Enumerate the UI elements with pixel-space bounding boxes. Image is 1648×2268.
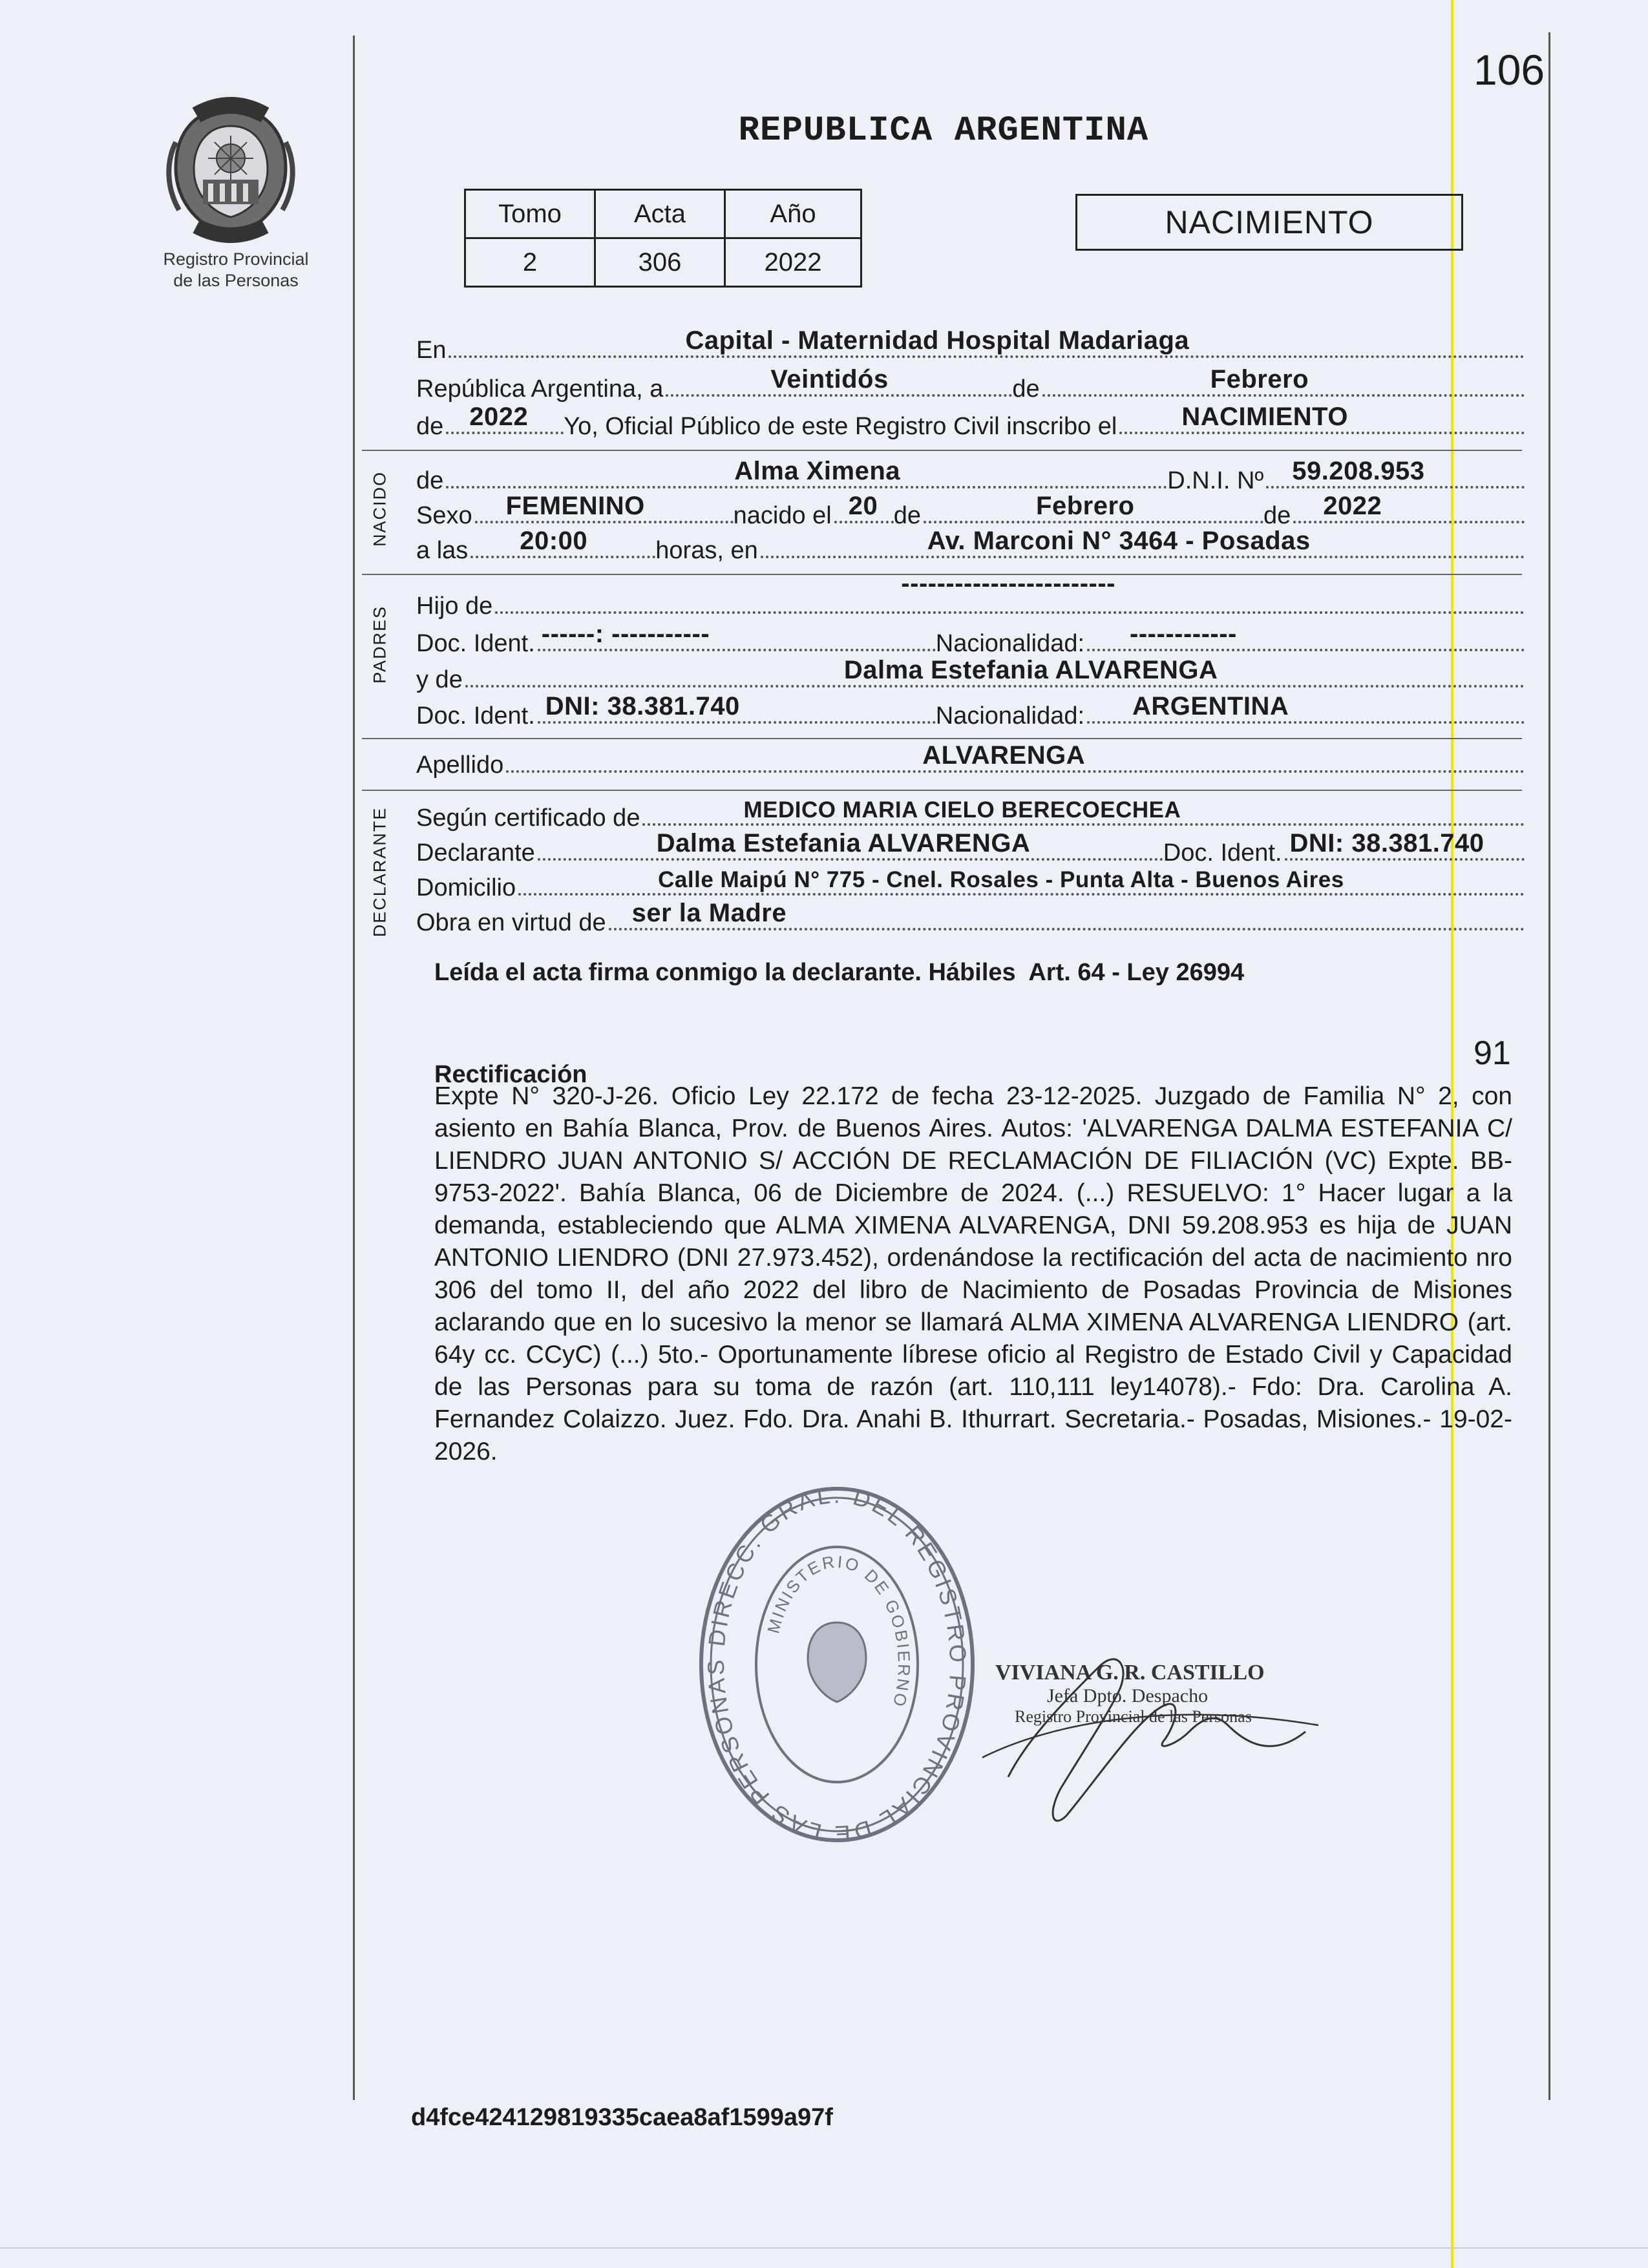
de-label-2: de [416,413,444,440]
mother-nac-label: Nacionalidad: [935,702,1085,730]
row-father-doc [416,622,1525,658]
apellido-label: Apellido [416,751,504,779]
mother-doc-label: Doc. Ident. [416,702,535,730]
act-type-box [1075,194,1463,251]
father-nac-value: ------------ [1130,620,1237,648]
day-value: Veintidós [770,365,889,394]
section-divider-apellido [362,738,1522,739]
stamp-inner-text: MINISTERIO DE GOBIERNO [763,1551,914,1710]
official-stamp [692,1484,982,1845]
certificado-value: MEDICO MARIA CIELO BERECOECHEA [743,797,1181,823]
nacido-dni-value: 59.208.953 [1292,457,1425,485]
row-domicilio [416,866,1525,902]
mother-nac-value: ARGENTINA [1132,692,1289,720]
section-divider-nacido [362,450,1522,451]
registry-caption-line1: Registro Provincial [163,249,309,269]
tomo-header: Tomo [465,190,595,238]
rectificacion-title: Rectificación [434,1061,587,1088]
sexo-value: FEMENINO [505,492,645,520]
right-margin-line [1548,32,1550,2100]
row-sexo [416,494,1525,530]
father-doc-value: ------: ----------- [541,620,710,648]
sexo-label: Sexo [416,502,472,529]
nacido-name-value: Alma Ximena [734,457,900,485]
republica-label: República Argentina, a [416,375,664,403]
year-value: 2022 [469,403,529,431]
tomo-value: 2 [465,238,595,287]
signer-title: Jefa Dpto. Despacho [1047,1685,1209,1706]
registry-seal [150,97,312,246]
country-title: REPUBLICA ARGENTINA [738,111,1149,151]
row-declarante [416,831,1525,867]
marginal-number: 91 [1474,1034,1511,1072]
nacido-de-label-3: de [1263,502,1291,529]
birth-place-value: Av. Marconi N° 3464 - Posadas [927,527,1311,555]
time-value: 20:00 [520,527,588,555]
handwritten-signature [969,1628,1331,1842]
signer-name: VIVIANA G. R. CASTILLO [995,1661,1265,1685]
document-hash: d4fce424129819335caea8af1599a97f [411,2104,833,2131]
declarante-doc-value: DNI: 38.381.740 [1289,829,1484,857]
obra-label: Obra en virtud de [416,909,606,936]
row-apellido [416,743,1525,779]
record-table-values [465,238,861,287]
row-hora [416,529,1525,565]
declarante-value: Dalma Estefania ALVARENGA [656,829,1031,857]
row-mother-doc [416,694,1525,730]
row-hijo [416,569,1525,620]
padres-section-label: PADRES [370,605,390,684]
row-year [416,404,1525,441]
row-nombre [416,459,1525,495]
y-de-label: y de [416,666,463,693]
record-table [464,189,862,288]
stamp-outer-text: DIRECC. GRAL. DEL REGISTRO PROVINCIAL DE LAS PERSONAS [702,1484,972,1845]
closing-line: Leída el acta firma conmigo la declarante. Hábiles Art. 64 - Ley 26994 [434,959,1245,986]
domicilio-value: Calle Maipú N° 775 - Cnel. Rosales - Punta Alta - Buenos Aires [658,867,1344,892]
stamp-icon [692,1484,982,1845]
mother-name-value: Dalma Estefania ALVARENGA [843,656,1218,684]
inscribo-value: NACIMIENTO [1181,403,1348,431]
row-obra [416,901,1525,937]
father-doc-label: Doc. Ident. [416,630,535,657]
mother-doc-value: DNI: 38.381.740 [545,692,740,720]
obra-value: ser la Madre [631,899,787,927]
declarante-label: Declarante [416,839,535,866]
page-number: 106 [1474,46,1545,94]
horas-label: horas, en [655,537,758,564]
domicilio-label: Domicilio [416,874,516,901]
birth-year-value: 2022 [1323,492,1382,520]
de-label: de [1012,375,1040,403]
anio-header: Año [725,190,861,238]
bottom-scan-edge [0,2247,1648,2249]
anio-value: 2022 [725,238,861,287]
en-label: En [416,337,447,364]
misiones-shield-icon [150,97,312,246]
row-en [416,328,1525,364]
record-table-header [465,190,861,238]
nacido-de-label-2: de [893,502,922,529]
father-nac-label: Nacionalidad: [935,630,1085,657]
month-value: Febrero [1210,365,1309,394]
certificado-label: Según certificado de [416,804,640,832]
acta-value: 306 [595,238,725,287]
nacido-section-label: NACIDO [370,471,390,547]
place-value: Capital - Maternidad Hospital Madariaga [685,326,1190,355]
father-name-value: ------------------------ [901,569,1115,598]
left-margin-line [353,36,355,2100]
apellido-value: ALVARENGA [922,741,1086,770]
registry-caption-line2: de las Personas [173,271,299,290]
declarante-doc-label: Doc. Ident. [1163,839,1282,866]
birth-month-value: Febrero [1036,492,1135,520]
acta-header: Acta [595,190,725,238]
birth-day-value: 20 [848,492,878,520]
row-republica [416,367,1525,403]
section-divider-declarante [362,790,1522,791]
registry-caption [129,249,343,291]
oficial-text: Yo, Oficial Público de este Registro Civil inscribo el [564,413,1117,440]
dni-label: D.N.I. Nº [1167,467,1264,494]
signer-office: Registro Provincial de las Personas [1015,1707,1252,1726]
nacido-el-label: nacido el [733,502,832,529]
row-mother [416,658,1525,694]
declarante-section-label: DECLARANTE [370,806,390,938]
rectificacion-text: Expte N° 320-J-26. Oficio Ley 22.172 de fecha 23-12-2025. Juzgado de Familia N° 2, con asiento en Bahía Blanca, Prov. de Buenos Aires. Autos: 'ALVARENGA DALMA ESTEFANIA C/ LIENDRO JUAN ANTONIO S/ ACCIÓN DE RECLAMACIÓN DE FILIACIÓN (VC) Expte. BB-9753-2022'. Bahía Blanca, 06 de Diciembre de 2024. (...) RESUELVO: 1° Hacer lugar a la demanda, estableciendo que ALMA XIMENA ALVARENGA, DNI 59.208.953 es hija de JUAN ANTONIO LIENDRO (DNI 27.973.452), ordenándose la rectificación del acta de nacimiento nro 306 del tomo II, del año 2022 del libro de Nacimiento de Posadas Provincia de Misiones aclarando que en lo sucesivo la menor se llamará ALMA XIMENA ALVARENGA LIENDRO (art. 64y cc. CCyC) (...) 5to.- Oportunamente líbrese oficio al Registro de Estado Civil y Capacidad de las Personas para su toma de razón (art. 110,111 ley14078).- Fdo: Dra. Carolina A. Fernandez Colaizzo. Juez. Fdo. Dra. Anahi B. Ithurrart. Secretaria.- Posadas, Misiones.- 19-02-2026. [434,1082,1512,1465]
nacido-de-label: de [416,467,444,494]
a-las-label: a las [416,537,469,564]
row-certificado [416,796,1525,832]
hijo-label: Hijo de [416,593,493,620]
act-type: NACIMIENTO [1165,204,1374,240]
